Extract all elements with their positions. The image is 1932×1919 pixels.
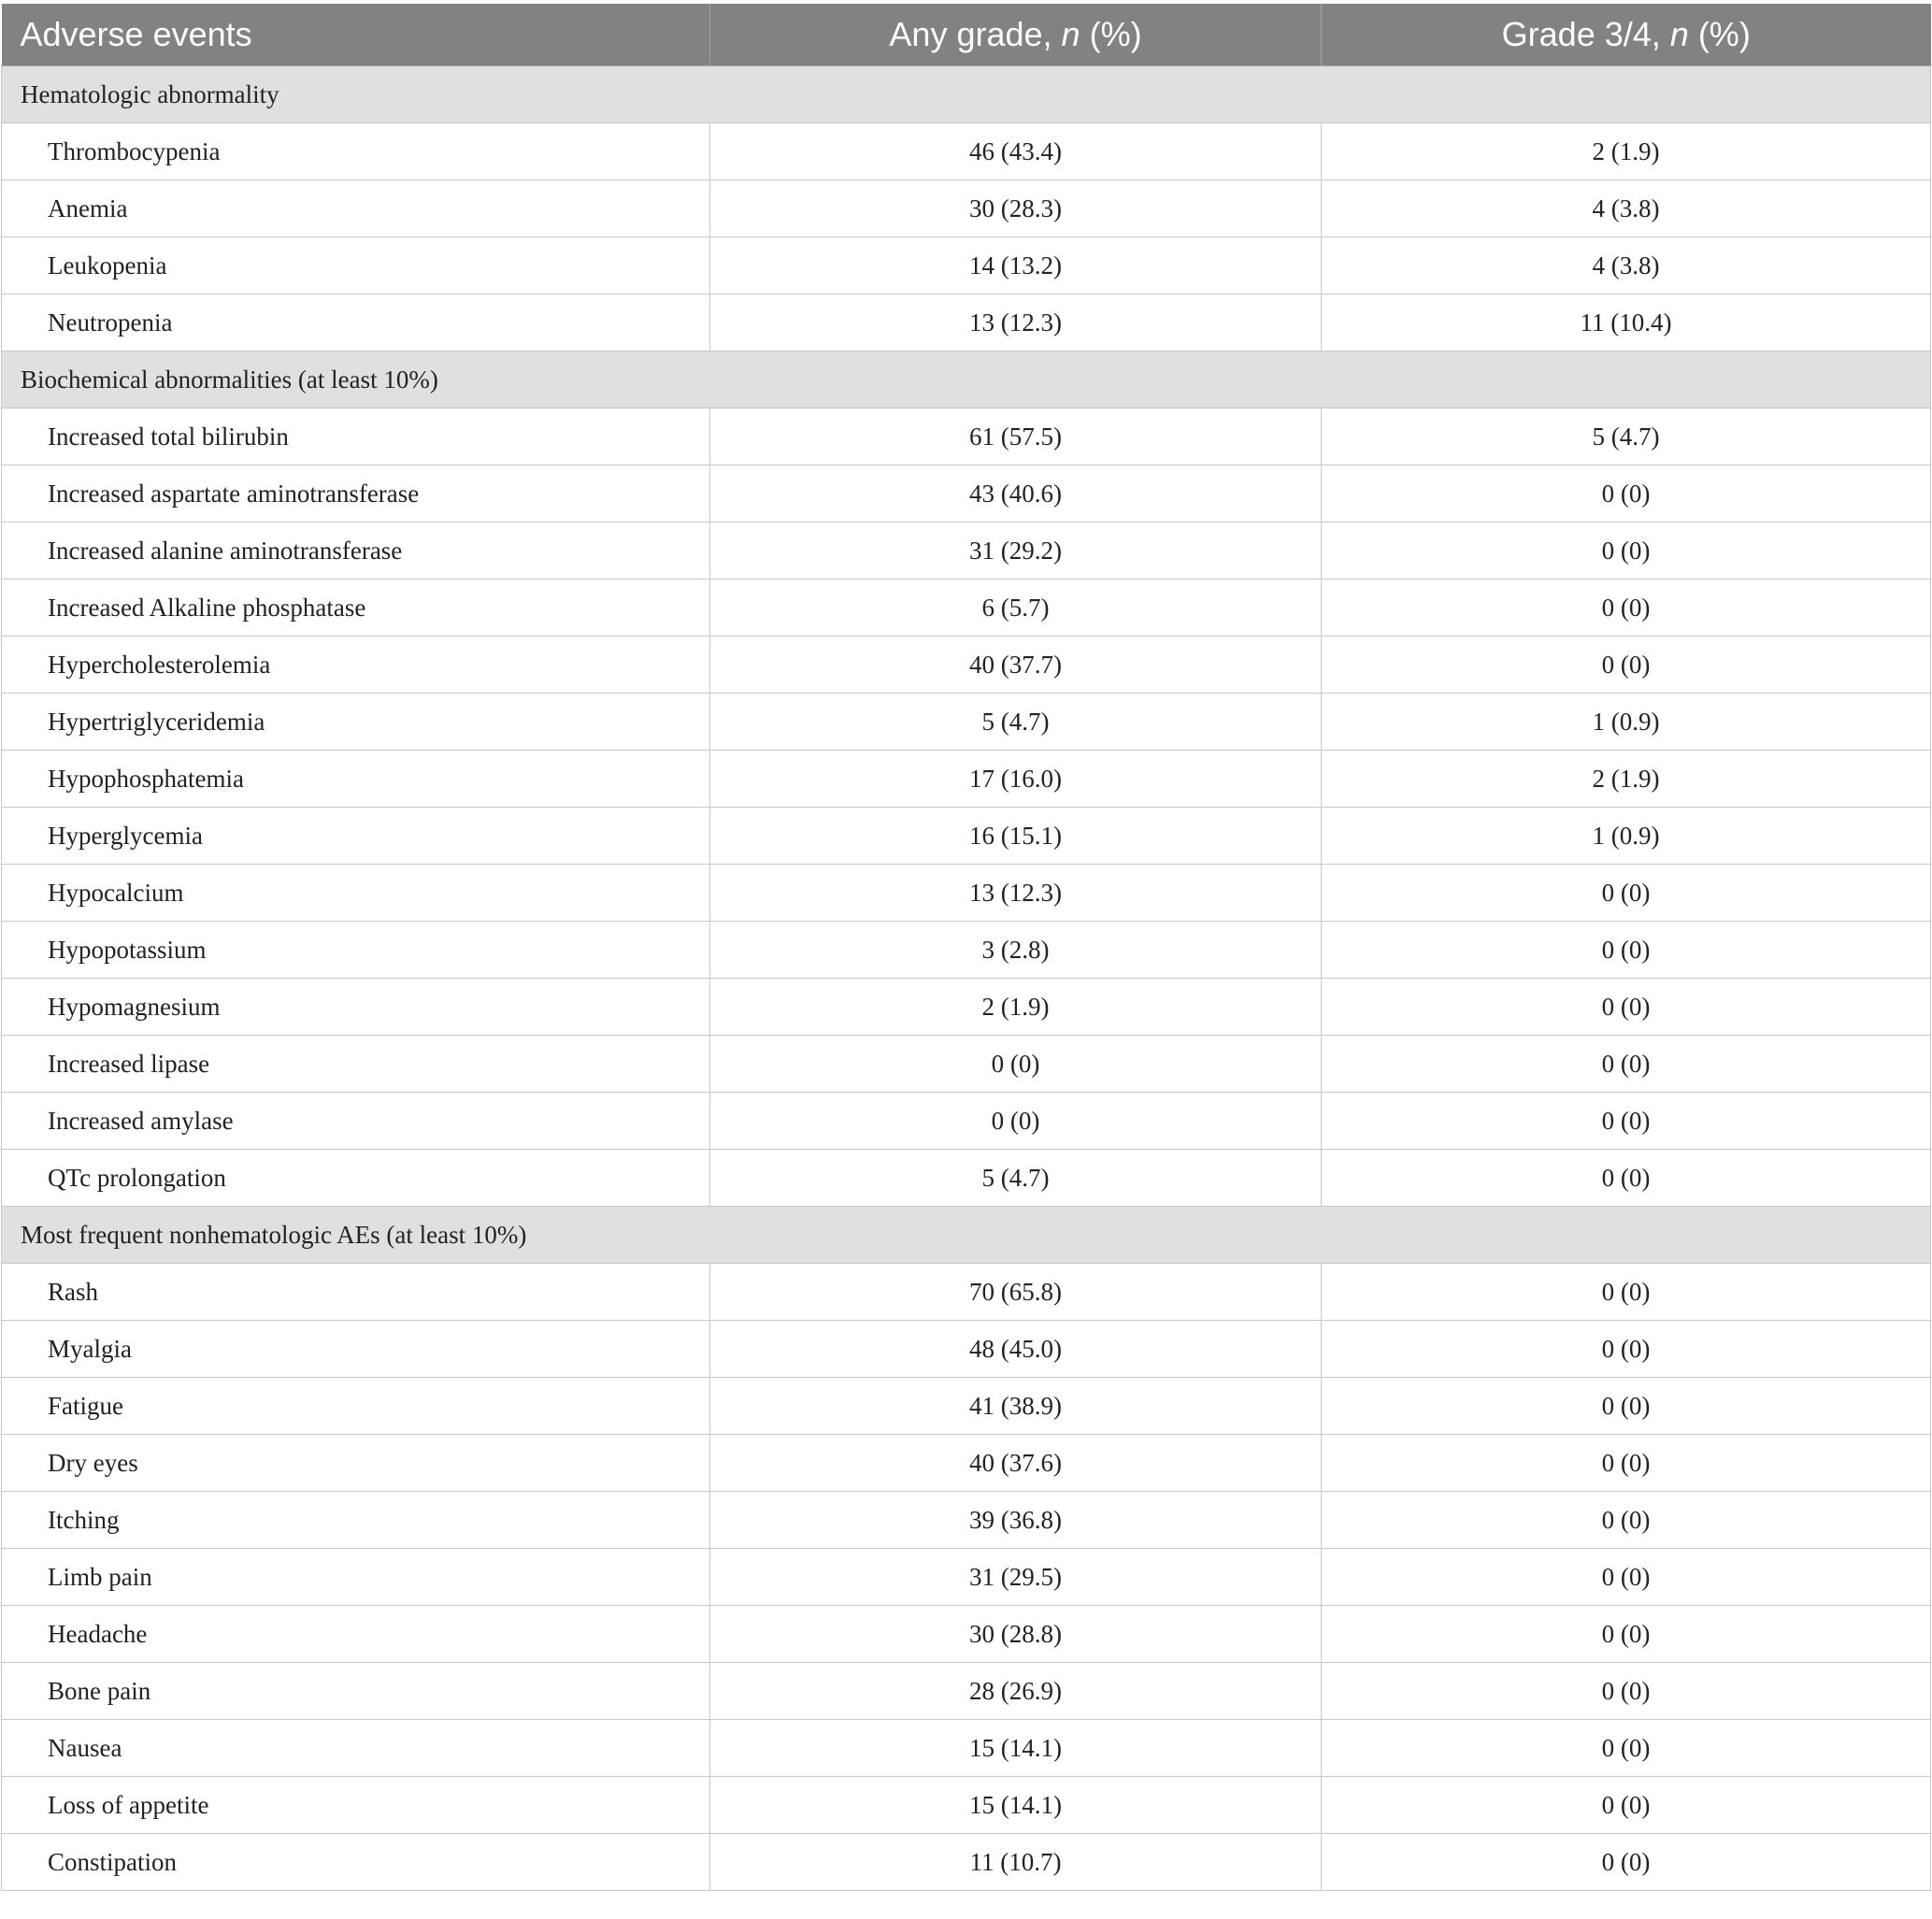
- grade-3-4-cell: 0 (0): [1322, 1549, 1931, 1606]
- any-grade-cell: 2 (1.9): [710, 979, 1322, 1036]
- grade-3-4-cell: 0 (0): [1322, 1093, 1931, 1150]
- event-cell: Increased total bilirubin: [2, 408, 710, 465]
- event-cell: Hypopotassium: [2, 922, 710, 979]
- table-row: [2, 465, 1931, 523]
- event-cell: Dry eyes: [2, 1435, 710, 1492]
- event-cell: Hypocalcium: [2, 865, 710, 922]
- event-cell: Rash: [2, 1264, 710, 1321]
- grade-3-4-cell: 0 (0): [1322, 865, 1931, 922]
- table-row: [2, 1834, 1931, 1891]
- grade-3-4-cell: 0 (0): [1322, 580, 1931, 637]
- table-row: [2, 1150, 1931, 1207]
- event-cell: Itching: [2, 1492, 710, 1549]
- any-grade-cell: 11 (10.7): [710, 1834, 1322, 1891]
- event-cell: Increased lipase: [2, 1036, 710, 1093]
- grade-3-4-cell: 1 (0.9): [1322, 694, 1931, 751]
- table-row: [2, 1378, 1931, 1435]
- grade-3-4-cell: 0 (0): [1322, 1777, 1931, 1834]
- header-any-grade-n: n: [1061, 15, 1080, 53]
- grade-3-4-cell: 0 (0): [1322, 979, 1931, 1036]
- header-any-grade-prefix: Any grade,: [889, 15, 1062, 53]
- grade-3-4-cell: 0 (0): [1322, 1834, 1931, 1891]
- grade-3-4-cell: 0 (0): [1322, 1378, 1931, 1435]
- any-grade-cell: 5 (4.7): [710, 1150, 1322, 1207]
- table-row: [2, 1777, 1931, 1834]
- section-title: Hematologic abnormality: [2, 66, 1931, 123]
- table-row: [2, 580, 1931, 637]
- table-row: [2, 808, 1931, 865]
- grade-3-4-cell: 0 (0): [1322, 1435, 1931, 1492]
- any-grade-cell: 31 (29.2): [710, 523, 1322, 580]
- grade-3-4-cell: 2 (1.9): [1322, 123, 1931, 180]
- grade-3-4-cell: 0 (0): [1322, 637, 1931, 694]
- table-row: [2, 751, 1931, 808]
- table-row: [2, 1036, 1931, 1093]
- header-row: [2, 4, 1931, 66]
- event-cell: Hypomagnesium: [2, 979, 710, 1036]
- table-row: [2, 637, 1931, 694]
- grade-3-4-cell: 11 (10.4): [1322, 294, 1931, 351]
- event-cell: Hypophosphatemia: [2, 751, 710, 808]
- grade-3-4-cell: 0 (0): [1322, 1321, 1931, 1378]
- event-cell: Increased amylase: [2, 1093, 710, 1150]
- event-cell: Myalgia: [2, 1321, 710, 1378]
- any-grade-cell: 48 (45.0): [710, 1321, 1322, 1378]
- grade-3-4-cell: 0 (0): [1322, 1606, 1931, 1663]
- any-grade-cell: 31 (29.5): [710, 1549, 1322, 1606]
- event-cell: Leukopenia: [2, 237, 710, 294]
- any-grade-cell: 0 (0): [710, 1036, 1322, 1093]
- any-grade-cell: 15 (14.1): [710, 1777, 1322, 1834]
- event-cell: Increased Alkaline phosphatase: [2, 580, 710, 637]
- table-row: [2, 865, 1931, 922]
- grade-3-4-cell: 0 (0): [1322, 1150, 1931, 1207]
- grade-3-4-cell: 0 (0): [1322, 1036, 1931, 1093]
- table-body: [2, 66, 1931, 1891]
- table-row: [2, 294, 1931, 351]
- event-cell: Increased alanine aminotransferase: [2, 523, 710, 580]
- any-grade-cell: 0 (0): [710, 1093, 1322, 1150]
- any-grade-cell: 17 (16.0): [710, 751, 1322, 808]
- event-cell: Anemia: [2, 180, 710, 237]
- any-grade-cell: 15 (14.1): [710, 1720, 1322, 1777]
- adverse-events-table: [1, 4, 1931, 1891]
- any-grade-cell: 6 (5.7): [710, 580, 1322, 637]
- grade-3-4-cell: 0 (0): [1322, 465, 1931, 523]
- any-grade-cell: 28 (26.9): [710, 1663, 1322, 1720]
- any-grade-cell: 5 (4.7): [710, 694, 1322, 751]
- event-cell: Hypercholesterolemia: [2, 637, 710, 694]
- any-grade-cell: 16 (15.1): [710, 808, 1322, 865]
- any-grade-cell: 43 (40.6): [710, 465, 1322, 523]
- table-row: [2, 1264, 1931, 1321]
- section-row: [2, 66, 1931, 123]
- table-row: [2, 408, 1931, 465]
- grade-3-4-cell: 0 (0): [1322, 1663, 1931, 1720]
- header-grade-3-4-prefix: Grade 3/4,: [1501, 15, 1670, 53]
- section-row: [2, 1207, 1931, 1264]
- table-row: [2, 1492, 1931, 1549]
- section-title: Most frequent nonhematologic AEs (at least 10%): [2, 1207, 1931, 1264]
- table-row: [2, 922, 1931, 979]
- any-grade-cell: 41 (38.9): [710, 1378, 1322, 1435]
- grade-3-4-cell: 1 (0.9): [1322, 808, 1931, 865]
- table-row: [2, 523, 1931, 580]
- any-grade-cell: 13 (12.3): [710, 865, 1322, 922]
- table-row: [2, 123, 1931, 180]
- grade-3-4-cell: 0 (0): [1322, 1492, 1931, 1549]
- event-cell: Bone pain: [2, 1663, 710, 1720]
- grade-3-4-cell: 4 (3.8): [1322, 237, 1931, 294]
- table-row: [2, 1606, 1931, 1663]
- any-grade-cell: 30 (28.3): [710, 180, 1322, 237]
- grade-3-4-cell: 4 (3.8): [1322, 180, 1931, 237]
- any-grade-cell: 46 (43.4): [710, 123, 1322, 180]
- header-any-grade-suffix: (%): [1080, 15, 1142, 53]
- table-row: [2, 1093, 1931, 1150]
- header-grade-3-4-n: n: [1669, 15, 1689, 53]
- header-grade-3-4: [1322, 4, 1931, 66]
- event-cell: Constipation: [2, 1834, 710, 1891]
- table-row: [2, 1663, 1931, 1720]
- section-row: [2, 351, 1931, 408]
- header-grade-3-4-suffix: (%): [1688, 15, 1751, 53]
- header-adverse-events: Adverse events: [2, 4, 710, 66]
- event-cell: Limb pain: [2, 1549, 710, 1606]
- event-cell: Thrombocypenia: [2, 123, 710, 180]
- table-row: [2, 694, 1931, 751]
- grade-3-4-cell: 0 (0): [1322, 523, 1931, 580]
- event-cell: Hypertriglyceridemia: [2, 694, 710, 751]
- any-grade-cell: 14 (13.2): [710, 237, 1322, 294]
- any-grade-cell: 39 (36.8): [710, 1492, 1322, 1549]
- any-grade-cell: 40 (37.6): [710, 1435, 1322, 1492]
- table-row: [2, 237, 1931, 294]
- event-cell: Nausea: [2, 1720, 710, 1777]
- any-grade-cell: 61 (57.5): [710, 408, 1322, 465]
- event-cell: Loss of appetite: [2, 1777, 710, 1834]
- grade-3-4-cell: 0 (0): [1322, 922, 1931, 979]
- header-any-grade: [710, 4, 1322, 66]
- any-grade-cell: 3 (2.8): [710, 922, 1322, 979]
- table-row: [2, 1435, 1931, 1492]
- grade-3-4-cell: 2 (1.9): [1322, 751, 1931, 808]
- section-title: Biochemical abnormalities (at least 10%): [2, 351, 1931, 408]
- table-header: [2, 4, 1931, 66]
- any-grade-cell: 13 (12.3): [710, 294, 1322, 351]
- event-cell: Neutropenia: [2, 294, 710, 351]
- grade-3-4-cell: 5 (4.7): [1322, 408, 1931, 465]
- table-row: [2, 979, 1931, 1036]
- any-grade-cell: 70 (65.8): [710, 1264, 1322, 1321]
- grade-3-4-cell: 0 (0): [1322, 1264, 1931, 1321]
- any-grade-cell: 40 (37.7): [710, 637, 1322, 694]
- event-cell: Increased aspartate aminotransferase: [2, 465, 710, 523]
- table-row: [2, 1720, 1931, 1777]
- event-cell: Headache: [2, 1606, 710, 1663]
- table-row: [2, 180, 1931, 237]
- grade-3-4-cell: 0 (0): [1322, 1720, 1931, 1777]
- table-row: [2, 1321, 1931, 1378]
- event-cell: QTc prolongation: [2, 1150, 710, 1207]
- any-grade-cell: 30 (28.8): [710, 1606, 1322, 1663]
- table-row: [2, 1549, 1931, 1606]
- event-cell: Fatigue: [2, 1378, 710, 1435]
- event-cell: Hyperglycemia: [2, 808, 710, 865]
